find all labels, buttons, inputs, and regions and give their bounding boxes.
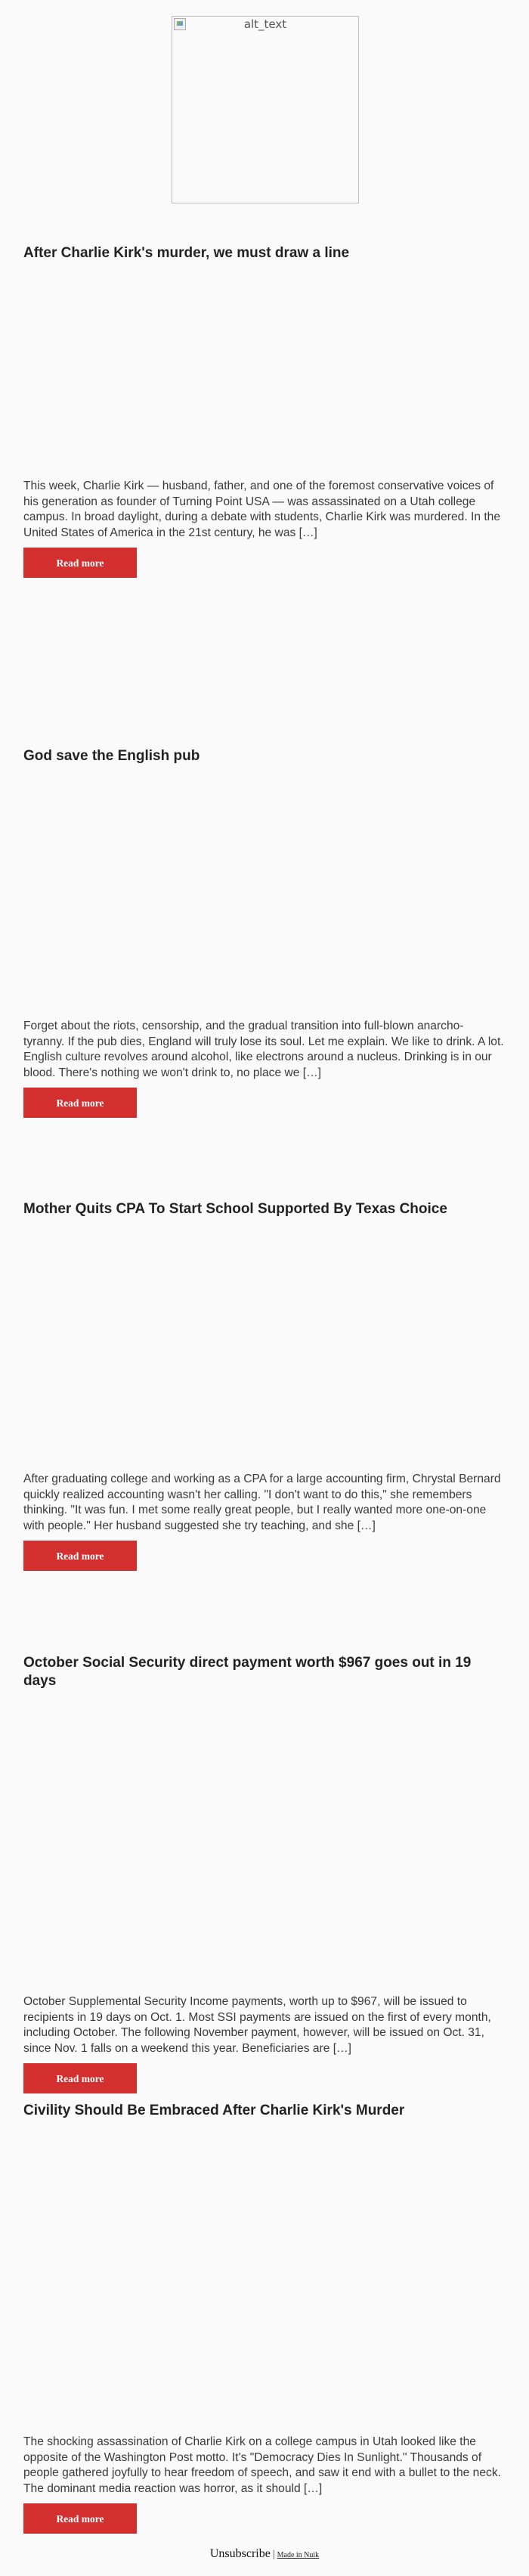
article-1 (23, 244, 504, 569)
article-2 (23, 747, 504, 1109)
logo-alt-text: alt_text (243, 17, 287, 31)
article-1-title[interactable]: After Charlie Kirk's murder, we must draw a line (23, 245, 350, 261)
article-4 (23, 1654, 504, 2084)
article-2-excerpt: Forget about the riots, censorship, and the gradual transition into full-blown anarcho-tyranny. If the pub dies, England will truly lose its soul. Let me explain. We like to drink. A lot. English culture revolves around alcohol, like electrons around a nucleus. Drinking is in our blood. There's nothing we won't drink to, no place we […] (23, 1020, 504, 1079)
header-logo-image (172, 16, 359, 203)
article-1-read-more-button[interactable]: Read more (23, 548, 137, 578)
article-5 (23, 2102, 504, 2525)
article-2-title[interactable]: God save the English pub (23, 748, 200, 764)
article-5-excerpt: The shocking assassination of Charlie Kirk on a college campus in Utah looked like the opposite of the Washington Post motto. It's "Democracy Dies In Sunlight." Thousands of people gathered joyfully to hear freedom of speech, and saw it end with a bullet to the neck. The dominant media reaction was horror, as it should […] (23, 2435, 501, 2495)
article-1-excerpt: This week, Charlie Kirk — husband, father, and one of the foremost conservative voices of his generation as founder of Turning Point USA — was assassinated on a Utah college campus. In broad daylight, during a debate with students, Charlie Kirk was murdered. In the United States of America in the 21st century, he was […] (23, 480, 501, 539)
article-3-title[interactable]: Mother Quits CPA To Start School Supported By Texas Choice (23, 1201, 447, 1217)
article-4-title[interactable]: October Social Security direct payment worth $967 goes out in 19 days (23, 1655, 472, 1689)
footer-separator: | (272, 2549, 275, 2560)
article-5-read-more-button[interactable]: Read more (23, 2503, 137, 2534)
article-4-excerpt: October Supplemental Security Income payments, worth up to $967, will be issued to recipients in 19 days on Oct. 1. Most SSI payments are issued on the first of every month, including October. The following November payment, however, will be issued on Oct. 31, since Nov. 1 falls on a weekend this year. Beneficiaries are […] (23, 1995, 491, 2055)
unsubscribe-link[interactable]: Unsubscribe (209, 2547, 271, 2560)
article-3-read-more-button[interactable]: Read more (23, 1541, 137, 1571)
footer (0, 2547, 529, 2561)
article-4-read-more-button[interactable]: Read more (23, 2063, 137, 2093)
article-2-read-more-button[interactable]: Read more (23, 1088, 137, 1118)
article-3-excerpt: After graduating college and working as a CPA for a large accounting firm, Chrystal Bernard quickly realized accounting wasn't her calling. "I don't want to do this," she remembers thinking. "It was fun. I met some really great people, but I really wanted more one-on-one with people." Her husband suggested she try teaching, and she […] (23, 1473, 501, 1532)
article-3 (23, 1200, 504, 1562)
article-5-title[interactable]: Civility Should Be Embraced After Charlie Kirk's Murder (23, 2103, 405, 2118)
made-in-link[interactable]: Made in Nuik (277, 2551, 320, 2559)
